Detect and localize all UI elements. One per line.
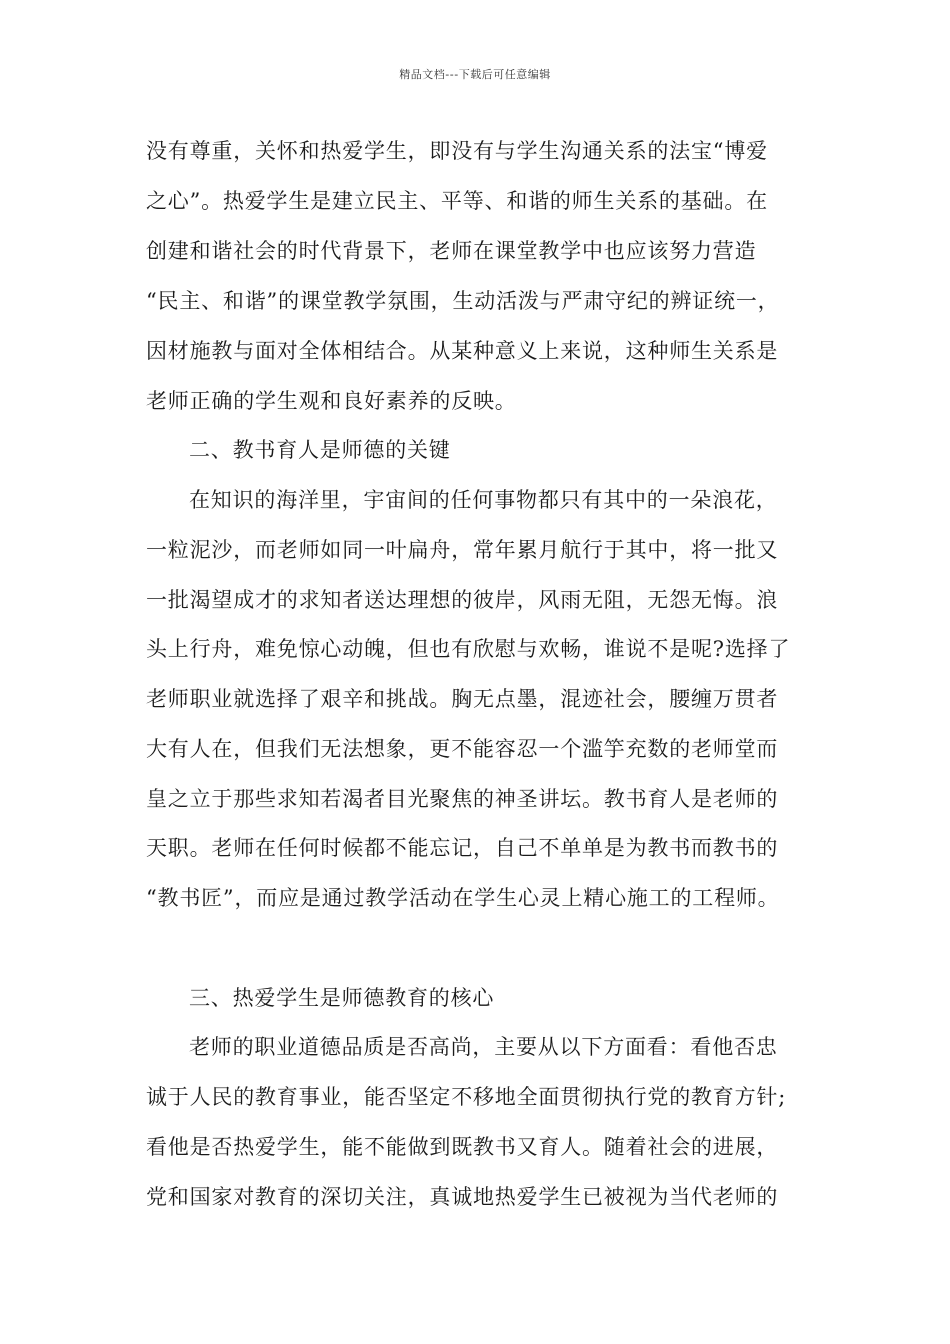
paragraph-2-line: 一粒泥沙，而老师如同一叶扁舟，常年累月航行于其中，将一批又 [146,538,779,562]
paragraph-1-line: 老师正确的学生观和良好素养的反映。 [146,389,517,413]
paragraph-3-line: 看他是否热爱学生，能不能做到既教书又育人。随着社会的进展， [146,1135,779,1159]
paragraph-3-line: 党和国家对教育的深切关注，真诚地热爱学生已被视为当代老师的 [146,1185,779,1209]
paragraph-1-line: 因材施教与面对全体相结合。从某种意义上来说，这种师生关系是 [146,339,779,363]
paragraph-1-line: “民主、和谐”的课堂教学氛围，生动活泼与严肃守纪的辨证统一， [146,289,780,313]
paragraph-1-line: 创建和谐社会的时代背景下，老师在课堂教学中也应该努力营造 [146,239,757,263]
paragraph-2-line: 在知识的海洋里，宇宙间的任何事物都只有其中的一朵浪花， [189,488,778,512]
paragraph-2-line: 一批渴望成才的求知者送达理想的彼岸，风雨无阻，无怨无悔。浪 [146,588,779,612]
paragraph-3-line: 老师的职业道德品质是否高尚，主要从以下方面看：看他否忠 [189,1035,778,1059]
paragraph-2-line: “教书匠”，而应是通过教学活动在学生心灵上精心施工的工程师。 [146,886,780,910]
section-heading-2: 二、教书育人是师德的关键 [189,438,451,462]
paragraph-2-line: 天职。老师在任何时候都不能忘记，自己不单单是为教书而教书的 [146,836,779,860]
paragraph-2-line: 老师职业就选择了艰辛和挑战。胸无点墨，混迹社会，腰缠万贯者 [146,687,779,711]
paragraph-2-line: 大有人在，但我们无法想象，更不能容忍一个滥竽充数的老师堂而 [146,737,779,761]
paragraph-1-line: 之心”。热爱学生是建立民主、平等、和谐的师生关系的基础。在 [146,189,768,213]
paragraph-2-line: 头上行舟，难免惊心动魄，但也有欣慰与欢畅，谁说不是呢?选择了 [146,637,791,661]
paragraph-3-line: 诚于人民的教育事业，能否坚定不移地全面贯彻执行党的教育方针; [146,1085,787,1109]
paragraph-1-line: 没有尊重，关怀和热爱学生，即没有与学生沟通关系的法宝“博爱 [146,139,768,163]
section-heading-3: 三、热爱学生是师德教育的核心 [189,986,495,1010]
page-header: 精品文档---下载后可任意编辑 [399,68,551,81]
paragraph-2-line: 皇之立于那些求知若渴者目光聚焦的神圣讲坛。教书育人是老师的 [146,787,779,811]
